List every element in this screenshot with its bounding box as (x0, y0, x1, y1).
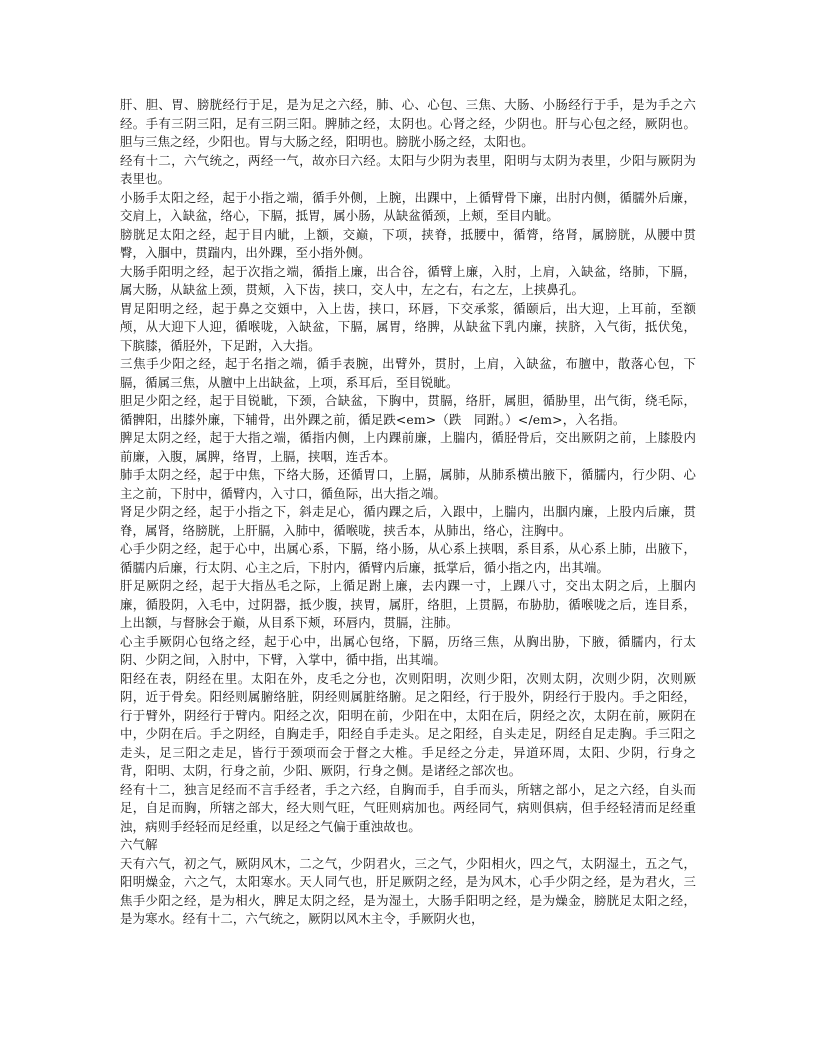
paragraph-pericardium: 心主手厥阴心包络之经，起于心中，出属心包络，下膈，历络三焦，从胸出胁，下腋，循臑内，行太阴、少阴之间，入肘中，下臂，入掌中，循中指，出其端。 (120, 633, 696, 667)
paragraph-heart: 心手少阴之经，起于心中，出属心系，下膈，络小肠，从心系上挟咽，系目系，从心系上肺，出腋下，循臑内后廉，行太阴、心主之后，下肘内，循臂内后廉，抵掌后，循小指之内，出其端。 (120, 541, 696, 575)
paragraph-twelve-channels: 经有十二，六气统之，两经一气，故亦曰六经。太阳与少阴为表里，阳明与太阴为表里，少阳与厥阴为表里也。 (120, 152, 696, 186)
section-heading: 六气解 (120, 837, 158, 852)
paragraph-gallbladder: 胆足少阳之经，起于目锐眦，下颈，合缺盆，下胸中，贯膈，络肝，属胆，循胁里，出气街，绕毛际，循髀阳，出膝外廉，下辅骨，出外踝之前，循足跌<em>（跌 同跗。）</em>，入名指。 (120, 393, 696, 427)
paragraph-spleen: 脾足太阴之经，起于大指之端，循指内侧，上内踝前廉，上腨内，循胫骨后，交出厥阴之前，上膝股内前廉，入腹，属脾，络胃，上膈，挟咽，连舌本。 (120, 430, 696, 464)
paragraph-lung: 肺手太阴之经，起于中焦，下络大肠，还循胃口，上膈，属肺，从肺系横出腋下，循臑内，行少阴、心主之前，下肘中，循臂内，入寸口，循鱼际，出大指之端。 (120, 467, 696, 501)
paragraph-foot-channels: 经有十二，独言足经而不言手经者，手之六经，自胸而手，自手而头，所辖之部小，足之六经，自头而足，自足而胸，所辖之部大，经大则气旺，气旺则病加也。两经同气，病则俱病，但手经轻清而足经重浊，病则手经轻而足经重，以足经之气偏于重浊故也。 (120, 781, 696, 834)
paragraph-small-intestine: 小肠手太阳之经，起于小指之端，循手外侧，上腕，出踝中，上循臂骨下廉，出肘内侧，循臑外后廉，交肩上，入缺盆，络心，下膈，抵胃，属小肠，从缺盆循颈，上颊，至目内眦。 (120, 189, 696, 223)
document-body (120, 96, 696, 929)
paragraph-stomach: 胃足阳明之经，起于鼻之交頞中，入上齿，挟口，环唇，下交承浆，循颐后，出大迎，上耳前，至额颅，从大迎下人迎，循喉咙，入缺盆，下膈，属胃，络脾，从缺盆下乳内廉，挟脐，入气街，抵伏兔，下膑膝，循胫外，下足跗，入大指。 (120, 300, 696, 353)
paragraph-six-qi: 天有六气，初之气，厥阴风木，二之气，少阴君火，三之气，少阳相火，四之气，太阴湿土，五之气，阳明燥金，六之气，太阳寒水。天人同气也，肝足厥阴之经，是为风木，心手少阴之经，是为君火，三焦手少阳之经，是为相火，脾足太阴之经，是为湿土，大肠手阳明之经，是为燥金，膀胱足太阳之经，是为寒水。经有十二，六气统之，厥阴以风木主令，手厥阴火也， (120, 855, 696, 926)
paragraph-yin-yang-order: 阳经在表，阴经在里。太阳在外，皮毛之分也，次则阳明，次则少阳，次则太阴，次则少阴，次则厥阴，近于骨矣。阳经则属腑络脏，阴经则属脏络腑。足之阳经，行于股外，阴经行于股内。手之阳经，行于臂外，阴经行于臂内。阳经之次，阳明在前，少阳在中，太阳在后，阴经之次，太阴在前，厥阴在中，少阴在后。手之阴经，自胸走手，阳经自手走头。足之阳经，自头走足，阴经自足走胸。手三阳之走头，足三阳之走足，皆行于颈项而会于督之大椎。手足经之分走，异道环周，太阳、少阴，行身之背，阳明、太阴，行身之前，少阳、厥阴，行身之侧。是诸经之部次也。 (120, 670, 696, 778)
paragraph-bladder: 膀胱足太阳之经，起于目内眦，上额，交巅，下项，挟脊，抵腰中，循膂，络肾，属膀胱，从腰中贯臀，入腘中，贯踹内，出外踝，至小指外侧。 (120, 226, 696, 260)
paragraph-large-intestine: 大肠手阳明之经，起于次指之端，循指上廉，出合谷，循臂上廉，入肘，上肩，入缺盆，络肺，下膈，属大肠，从缺盆上颈，贯颊，入下齿，挟口，交人中，左之右，右之左，上挟鼻孔。 (120, 263, 696, 297)
paragraph-kidney: 肾足少阴之经，起于小指之下，斜走足心，循内踝之后，入跟中，上腨内，出腘内廉，上股内后廉，贯脊，属肾，络膀胱，上肝膈，入肺中，循喉咙，挟舌本，从肺出，络心，注胸中。 (120, 504, 696, 538)
paragraph-liver: 肝足厥阴之经，起于大指丛毛之际，上循足跗上廉，去内踝一寸，上踝八寸，交出太阴之后，上腘内廉，循股阴，入毛中，过阴器，抵少腹，挟胃，属肝，络胆，上贯膈，布胁肋，循喉咙之后，连目系，上出额，与督脉会于巅，从目系下颊，环唇内，贯膈，注肺。 (120, 578, 696, 630)
paragraph-triple-burner: 三焦手少阳之经，起于名指之端，循手表腕，出臂外，贯肘，上肩，入缺盆，布膻中，散落心包，下膈，循属三焦，从膻中上出缺盆，上项，系耳后，至目锐眦。 (120, 356, 696, 390)
paragraph-six-channels: 肝、胆、胃、膀胱经行于足，是为足之六经，肺、心、心包、三焦、大肠、小肠经行于手，是为手之六经。手有三阴三阳，足有三阴三阳。脾肺之经，太阴也。心肾之经，少阴也。肝与心包之经，厥阴也。胆与三焦之经，少阳也。胃与大肠之经，阳明也。膀胱小肠之经，太阳也。 (120, 97, 696, 149)
